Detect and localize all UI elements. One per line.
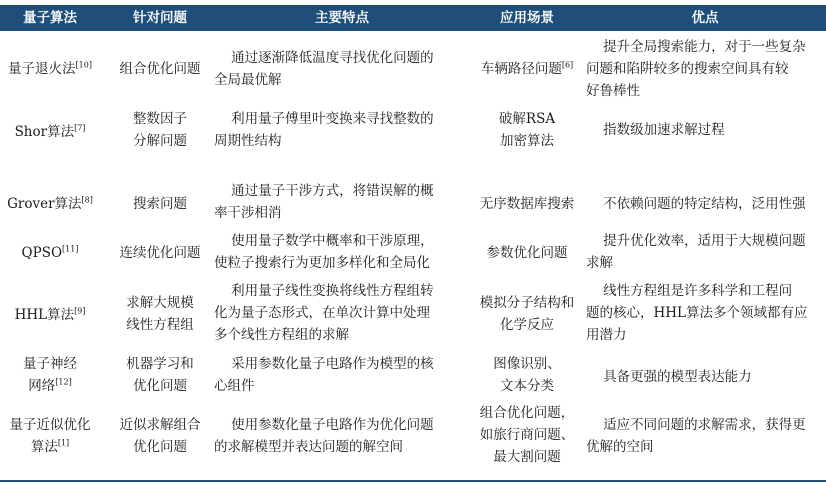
row3-algorithm: Grover算法[8] bbox=[7, 195, 93, 212]
row1-algorithm: 量子退火法[10] bbox=[8, 60, 92, 77]
row2-problem: 整数因子 分解问题 bbox=[133, 111, 187, 149]
row2-scenario: 破解RSA 加密算法 bbox=[498, 111, 556, 149]
header-algorithm: 量子算法 bbox=[23, 10, 77, 26]
row1-advantage: 提升全局搜索能力，对于一些复杂 问题和陷阱较多的搜索空间具有较 好鲁棒性 bbox=[586, 39, 806, 99]
row3-feature: 通过量子干涉方式，将错误解的概 率干涉相消 bbox=[214, 183, 434, 221]
row7-feature: 使用参数化量子电路作为优化问题 的求解模型并表达问题的解空间 bbox=[214, 417, 434, 455]
row4-algorithm: QPSO[11] bbox=[21, 244, 79, 261]
row2-feature: 利用量子傅里叶变换来寻找整数的 周期性结构 bbox=[214, 111, 434, 149]
row3-advantage: 不依赖问题的特定结构，泛用性强 bbox=[586, 196, 806, 212]
row6-scenario: 图像识别、 文本分类 bbox=[493, 356, 561, 394]
row5-algorithm: HHL算法[9] bbox=[14, 306, 86, 323]
row6-problem: 机器学习和 优化问题 bbox=[126, 356, 194, 394]
row1-feature: 通过逐渐降低温度寻找优化问题的 全局最优解 bbox=[214, 50, 434, 88]
row1-scenario: 车辆路径问题[6] bbox=[480, 60, 574, 77]
row3-scenario: 无序数据库搜索 bbox=[479, 196, 575, 212]
row5-problem: 求解大规模 线性方程组 bbox=[126, 295, 194, 333]
row1-problem: 组合优化问题 bbox=[119, 61, 201, 77]
row4-advantage: 提升优化效率，适用于大规模问题 求解 bbox=[586, 233, 806, 271]
header-advantage: 优点 bbox=[691, 10, 719, 26]
row7-scenario: 组合优化问题， 如旅行商问题、 最大割问题 bbox=[479, 405, 575, 465]
row4-scenario: 参数优化问题 bbox=[486, 245, 568, 261]
row7-advantage: 适应不同问题的求解需求，获得更 优解的空间 bbox=[586, 417, 806, 455]
header-problem: 针对问题 bbox=[133, 10, 187, 26]
header-feature: 主要特点 bbox=[315, 10, 369, 26]
table-header bbox=[0, 5, 826, 31]
row2-advantage: 指数级加速求解过程 bbox=[586, 122, 725, 138]
row5-scenario: 模拟分子结构和 化学反应 bbox=[479, 295, 575, 333]
row5-advantage: 线性方程组是许多科学和工程问 题的核心，HHL算法多个领域都有应 用潜力 bbox=[586, 283, 808, 343]
row3-problem: 搜索问题 bbox=[133, 196, 187, 212]
row6-advantage: 具备更强的模型表达能力 bbox=[586, 369, 752, 385]
row7-problem: 近似求解组合 优化问题 bbox=[119, 417, 201, 455]
row7-algorithm: 量子近似优化 算法[1] bbox=[9, 417, 91, 455]
row4-problem: 连续优化问题 bbox=[119, 245, 201, 261]
bottom-rule bbox=[0, 480, 826, 482]
row4-feature: 使用量子数学中概率和干涉原理， 使粒子搜索行为更加多样化和全局化 bbox=[214, 233, 434, 271]
row6-algorithm: 量子神经 网络[12] bbox=[23, 356, 77, 394]
row6-feature: 采用参数化量子电路作为模型的核 心组件 bbox=[214, 356, 434, 394]
header-scenario: 应用场景 bbox=[500, 10, 554, 26]
row2-algorithm: Shor算法[7] bbox=[14, 123, 86, 140]
row5-feature: 利用量子线性变换将线性方程组转 化为量子态形式，在单次计算中处理 多个线性方程组的求解 bbox=[214, 283, 434, 343]
